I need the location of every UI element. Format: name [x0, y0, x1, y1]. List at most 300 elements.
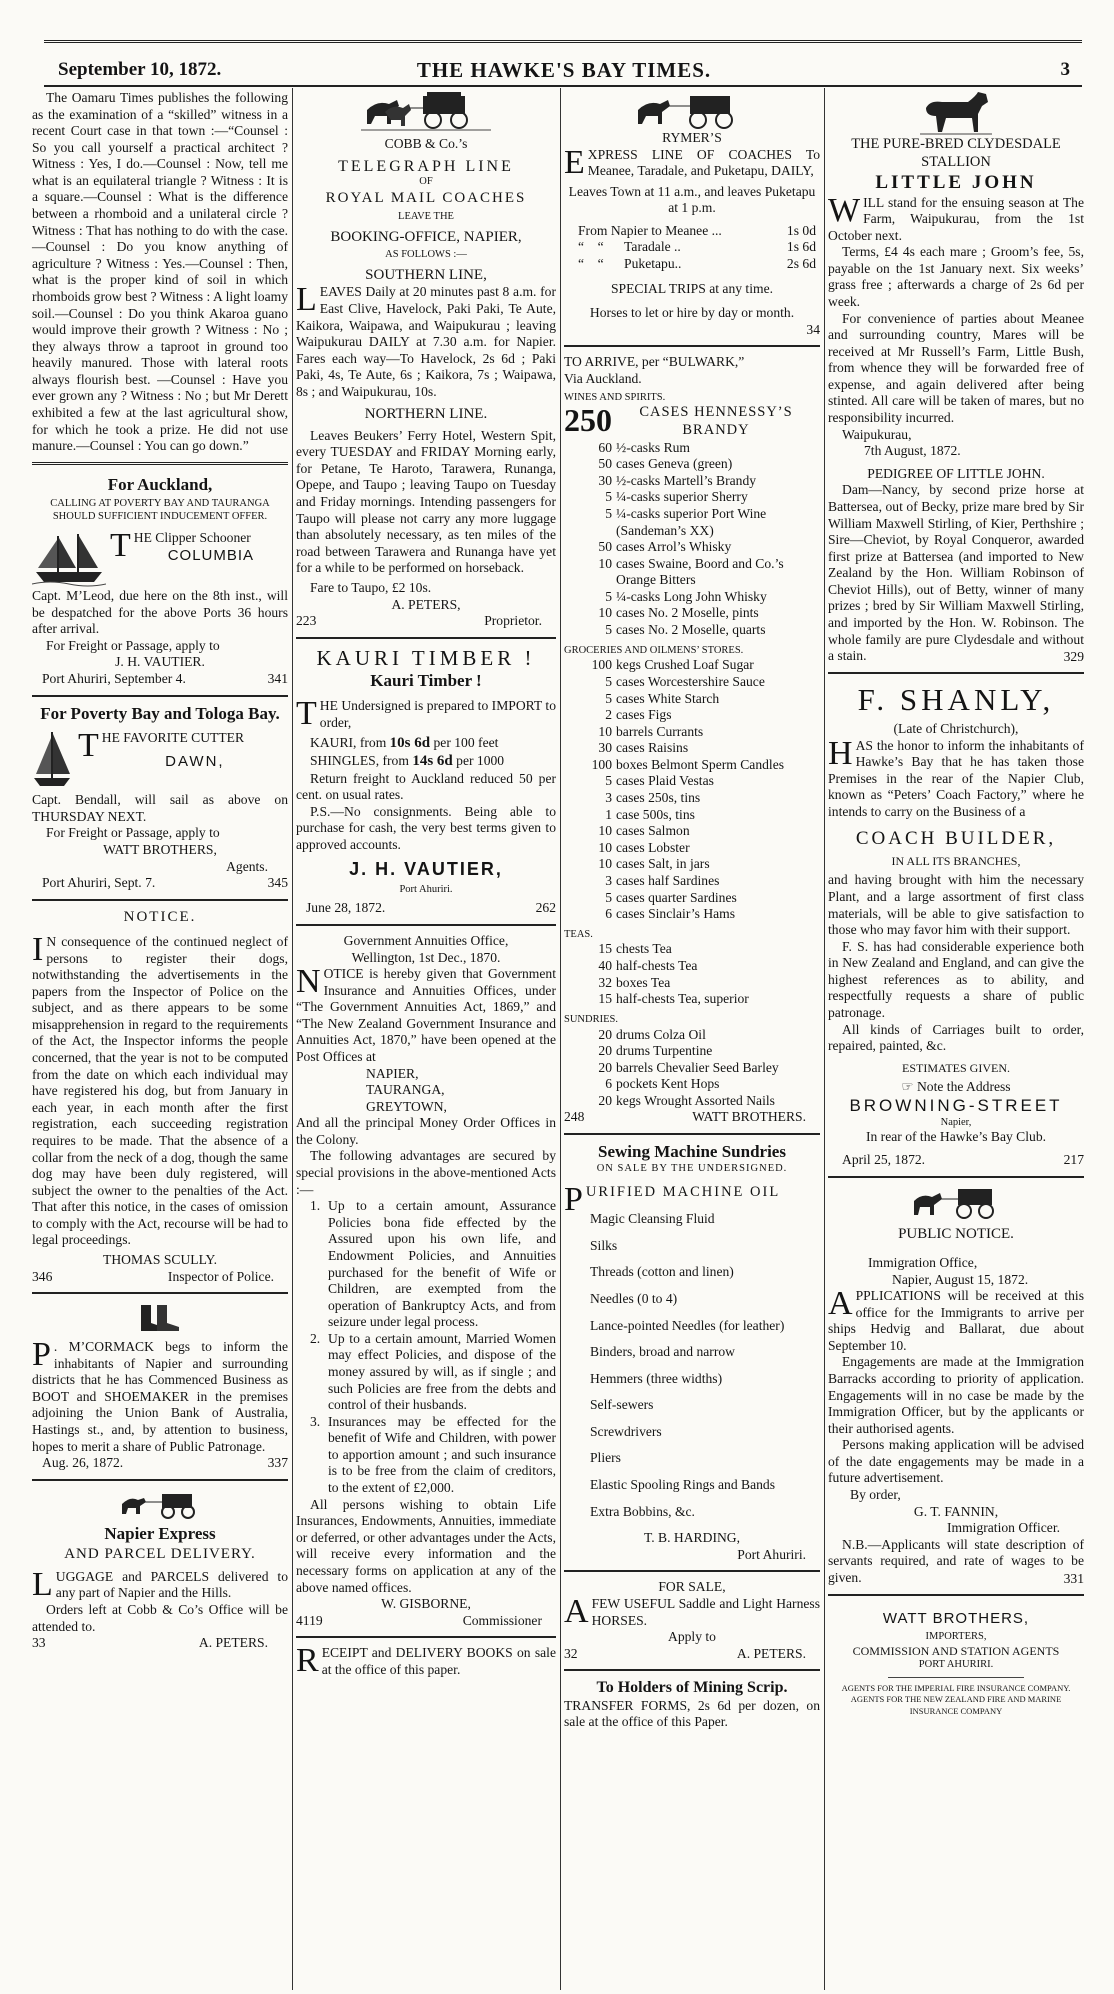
advert-number: 341: [267, 670, 288, 686]
list-item: [564, 890, 820, 907]
list-item: [564, 807, 820, 824]
item-description: cases half Sardines: [616, 872, 720, 888]
kauri-sub: Kauri Timber !: [370, 671, 482, 691]
agent-name: J. H. VAUTIER.: [115, 654, 205, 670]
item-description: ¼-casks Long John Whisky: [616, 588, 767, 604]
item-quantity: 30: [598, 740, 612, 756]
advert-number: 217: [1063, 1152, 1084, 1168]
cobb-advert: [296, 90, 556, 630]
list-item: [564, 456, 820, 473]
brandy-title: CASES HENNESSY’S BRANDY: [639, 404, 793, 438]
item-description: pockets Kent Hops: [616, 1076, 720, 1092]
shanly-napier: Napier,: [940, 1116, 972, 1128]
agent-name: WATT BROTHERS,: [103, 841, 217, 857]
item-quantity: 10: [598, 823, 612, 839]
advert-date: April 25, 1872.: [842, 1152, 926, 1168]
advert-number: 4119: [296, 1612, 323, 1628]
kauri-price: 10s 6d: [389, 735, 431, 752]
browning-street: BROWNING-STREET: [849, 1095, 1063, 1115]
town-greytown: GREYTOWN,: [366, 1098, 447, 1114]
list-item: [564, 823, 820, 840]
notice-body: N consequence of the continued neglect of persons to register their dogs, notwithstanding the advertisements in the papers from the Inspector of Police on the subject, and as there appears to be some misapprehension in regard to the requirements of the Act, the Inspector informs the people concerned, that the year is not to be computed from the date on which each individual may have registered his dog, but from January in each year, in each month after the first registration, each succeeding registration requires to be made. That the absence of a collar from the neck of a dog, though the same dog may have been duly registered, will subject the owner to the penalties of the Act. That after this notice, in the cases of omission to comply with the Act, recourse will be had to legal proceedings.: [32, 934, 288, 1248]
watt-agents-1: AGENTS FOR THE IMPERIAL FIRE INSURANCE COMPANY.: [841, 1682, 1071, 1693]
item-description: drums Colza Oil: [616, 1026, 706, 1042]
fare-price: 1s 6d: [786, 239, 816, 255]
sewing-item: Pliers: [590, 1450, 621, 1466]
southern-line-body: EAVES Daily at 20 minutes past 8 a.m. for East Clive, Havelock, Paki Paki, Te Aute, Kaikora, Waipawa, and Waipukurau ; leaving Waipukurau DAILY at 7.30 a.m. for Napier. Fares each way—To Havelock, 2s 6d ; Paki Paki, 4s, Te Aute, 6s ; Kaikora, 7s ; Waipawa, 8s ; and Waipukurau, 10s.: [296, 284, 556, 399]
napier-express-advert: [32, 1488, 288, 1652]
item-quantity: 1: [605, 806, 612, 822]
item-quantity: 5: [605, 889, 612, 905]
groceries-list: [564, 657, 820, 922]
poverty-body: Capt. Bendall, will sail as above on THURSDAY NEXT.: [32, 792, 288, 824]
list-item: [564, 757, 820, 774]
item-quantity: 10: [598, 605, 612, 621]
item-quantity: 100: [591, 657, 612, 673]
drop-cap: T: [296, 695, 317, 732]
list-item: [564, 556, 820, 589]
stallion-heading: THE PURE-BRED CLYDESDALE STALLION: [851, 136, 1061, 170]
watt-brothers-advert: [828, 1610, 1084, 1718]
section-rule: [32, 462, 288, 465]
advert-number: 262: [535, 900, 556, 916]
list-item: [564, 440, 820, 457]
advert-date: June 28, 1872.: [306, 900, 386, 916]
section-rule: [296, 924, 556, 926]
item-description: chests Tea: [616, 941, 672, 957]
wines-heading: WINES AND SPIRITS.: [564, 391, 666, 403]
advert-number: 345: [267, 875, 288, 891]
mcormack-body: . M’CORMACK begs to inform the inhabitants of Napier and surrounding districts that he has Commenced Business as BOOT and SHOEMAKER in the premises adjoining the Union Bank of Australia, Hastings st., and, by attention to business, hopes to merit a share of Public Patronage.: [32, 1339, 288, 1454]
express-orders: Orders left at Cobb & Co’s Office will be attended to.: [32, 1601, 288, 1634]
drop-cap: A: [564, 1592, 589, 1630]
boot-icon: [135, 1301, 185, 1335]
section-rule: [564, 1570, 820, 1572]
town-napier: NAPIER,: [366, 1065, 419, 1081]
apply-to: Apply to: [668, 1629, 716, 1645]
fare-route: “ “ Taradale ..: [578, 239, 681, 255]
item-quantity: 60: [598, 439, 612, 455]
poverty-line: HE FAVORITE CUTTER: [101, 730, 245, 746]
shanly-experience: F. S. has had considerable experience both in New Zealand and England, and can give the highest references as to ability, and respectfully requests a share of public patronage.: [828, 938, 1084, 1021]
for-sale-advert: [564, 1579, 820, 1662]
stallion-advert: [828, 90, 1084, 665]
list-item: [564, 856, 820, 873]
northern-line-body: Leaves Beukers’ Ferry Hotel, Western Spit, every TUESDAY and FRIDAY Morning early, for Petane, Te Haroto, Tarawera, Runanga, Opepe, and Taupo ; leaving Taupo on Tuesday and Friday mornings. Intending passengers for Taupo will please not carry any more luggage than absolutely necessary, as ten miles of the road between Tarawera and Runanga have yet for a while to be performed on horseback.: [296, 427, 556, 576]
short-rule: [888, 1677, 1024, 1678]
nb-note: N.B.—Applicants will state description of servants required, and rate of wages to be given.: [828, 1536, 1084, 1585]
newspaper-title: THE HAWKE'S BAY TIMES.: [416, 58, 712, 82]
list-item: [564, 906, 820, 923]
column-3: [564, 90, 820, 1990]
cobb-office: BOOKING-OFFICE, NAPIER,: [330, 228, 522, 245]
item-quantity: 20: [598, 1026, 612, 1042]
sewing-head: URIFIED MACHINE OIL: [585, 1183, 781, 1200]
cobb-mail: ROYAL MAIL COACHES: [325, 189, 527, 206]
list-item: [564, 1043, 820, 1060]
item-description: cases 250s, tins: [616, 790, 701, 806]
list-item: [564, 506, 820, 539]
watt-importers: IMPORTERS,: [925, 1631, 987, 1643]
by-order: By order,: [850, 1487, 901, 1503]
item-description: ½-casks Rum: [616, 439, 691, 455]
auckland-sub: CALLING AT POVERTY BAY AND TAURANGA SHOULD SUFFICIENT INDUCEMENT OFFER.: [50, 498, 270, 523]
annuity-closing: All persons wishing to obtain Life Insurances, Endowments, Annuities, immediate or deferred, or other advantages under the Acts, will receive every information and the necessary forms on application at any of the above named offices.: [296, 1496, 556, 1595]
annuity-all-offices: And all the principal Money Order Offices in the Colony.: [296, 1115, 556, 1147]
rymer-title: RYMER’S: [662, 130, 722, 145]
drop-cap: E: [564, 143, 585, 181]
item-quantity: 5: [605, 690, 612, 706]
auckland-body: Capt. M’Leod, due here on the 8th inst., will be despatched for the above Ports 36 hours after arrival.: [32, 588, 288, 637]
cobb-name: COBB & Co.’s: [384, 136, 468, 151]
kauri-place: Port Ahuriri.: [399, 883, 453, 895]
list-item: [564, 790, 820, 807]
list-item: [564, 991, 820, 1008]
sewing-item: Threads (cotton and linen): [590, 1264, 734, 1280]
receipt-advert: [296, 1642, 556, 1680]
signatory: A. PETERS.: [198, 1635, 268, 1651]
item-quantity: 5: [605, 489, 612, 505]
list-item: [564, 740, 820, 757]
item-description: half-chests Tea, superior: [616, 991, 749, 1007]
auckland-advert: [32, 475, 288, 688]
item-description: barrels Chevalier Seed Barley: [616, 1059, 779, 1075]
item-quantity: 40: [598, 958, 612, 974]
drop-cap: H: [828, 734, 853, 772]
list-item: [564, 1060, 820, 1077]
bulwark-advert: [564, 354, 820, 1126]
item-description: cases Plaid Vestas: [616, 773, 714, 789]
item-description: barrels Currants: [616, 723, 704, 739]
sewing-sub: ON SALE BY THE UNDERSIGNED.: [596, 1162, 788, 1174]
signatory-role: Proprietor.: [484, 613, 542, 629]
receipt-body: ECEIPT and DELIVERY BOOKS on sale at the office of this paper.: [321, 1645, 556, 1677]
column-divider: [824, 88, 825, 1990]
signatory: A. PETERS.: [736, 1645, 806, 1661]
list-item: [564, 1076, 820, 1093]
northern-line-title: NORTHERN LINE.: [364, 406, 488, 423]
kauri-body: HE Undersigned is prepared to IMPORT to order,: [319, 698, 556, 730]
drop-cap: P: [564, 1180, 583, 1218]
advert-number: 329: [1063, 648, 1084, 664]
advert-number: 346: [32, 1268, 53, 1284]
notice-title: NOTICE.: [123, 908, 197, 925]
place-date: Port Ahuriri, Sept. 7.: [42, 875, 156, 891]
item-description: cases Swaine, Boord and Co.’s Orange Bitters: [616, 555, 784, 588]
item-quantity: 6: [605, 906, 612, 922]
issue-date: September 10, 1872.: [58, 59, 222, 80]
item-quantity: 2: [605, 707, 612, 723]
stallion-place: Waipukurau,: [842, 426, 912, 442]
item-description: boxes Tea: [616, 974, 671, 990]
signatory-role: Commissioner: [462, 1612, 542, 1628]
signatory: WATT BROTHERS.: [692, 1109, 806, 1125]
immigration-office: Immigration Office,: [868, 1254, 978, 1270]
list-item: [564, 1027, 820, 1044]
sewing-item: Binders, broad and narrow: [590, 1344, 735, 1360]
section-rule: [32, 1292, 288, 1294]
sewing-item: Self-sewers: [590, 1397, 654, 1413]
public-notice-title: PUBLIC NOTICE.: [898, 1225, 1014, 1242]
mining-title: To Holders of Mining Scrip.: [596, 1679, 788, 1697]
section-rule: [296, 1636, 556, 1638]
town-tauranga: TAURANGA,: [366, 1082, 445, 1098]
drop-cap: P: [32, 1336, 51, 1374]
mcormack-advert: [32, 1301, 288, 1472]
sewing-item: Needles (0 to 4): [590, 1291, 678, 1306]
section-rule: [564, 345, 820, 347]
list-item: [564, 539, 820, 556]
item-description: cases Raisins: [616, 740, 689, 756]
section-rule: [32, 695, 288, 697]
sewing-item: Elastic Spooling Rings and Bands: [590, 1477, 776, 1493]
item-quantity: 30: [598, 472, 612, 488]
kauri-unit: per 100 feet: [430, 735, 499, 751]
item-description: half-chests Tea: [616, 958, 698, 974]
advert-number: 32: [564, 1645, 578, 1661]
list-item: [564, 605, 820, 622]
watt-agents-2: AGENTS FOR THE NEW ZEALAND FIRE AND MARINE INSURANCE COMPANY: [850, 1694, 1062, 1717]
section-rule: [828, 1176, 1084, 1178]
item-description: cases Worcestershire Sauce: [616, 674, 765, 689]
freight-line: For Freight or Passage, apply to: [46, 637, 220, 653]
list-item: [564, 975, 820, 992]
list-item: [564, 657, 820, 674]
column-2: [296, 90, 556, 1990]
item-quantity: 20: [598, 1092, 612, 1108]
item-description: drums Turpentine: [616, 1043, 713, 1059]
estimates-given: ESTIMATES GIVEN.: [902, 1060, 1010, 1075]
schooner-icon: [32, 530, 106, 588]
immigration-date: Napier, August 15, 1872.: [892, 1271, 1029, 1287]
annuity-body: OTICE is hereby given that Government Insurance and Annuities Offices, under “The Government Annuities Act, 1869,” and “The New Zealand Government Insurance and Annuities Act, 1870,” have been opened at the Post Offices at: [296, 966, 556, 1065]
auckland-line: HE Clipper Schooner: [133, 530, 251, 546]
kauri-title: KAURI TIMBER !: [316, 645, 536, 670]
rymer-times: Leaves Town at 11 a.m., and leaves Puketapu at 1 p.m.: [568, 183, 816, 216]
shanly-name: F. SHANLY,: [857, 682, 1055, 718]
signatory: W. GISBORNE,: [381, 1596, 471, 1612]
horses-to-let: Horses to let or hire by day or month.: [589, 305, 795, 321]
item-description: case 500s, tins: [616, 806, 695, 822]
public-notice: [828, 1185, 1084, 1587]
shanly-body: AS the honor to inform the inhabitants of Hawke’s Bay that he has taken those Premises in the rear of the Napier Club, known as “Peters’ Coach Factory,” where he intends to carry on the Business of a: [828, 737, 1084, 820]
list-item: [564, 958, 820, 975]
page-number: 3: [1060, 59, 1070, 80]
cutter-icon: [32, 730, 72, 792]
watt-port: PORT AHURIRI.: [918, 1658, 994, 1670]
advert-number: 34: [806, 321, 820, 337]
teas-list: [564, 941, 820, 1007]
shanly-rear: In rear of the Hawke’s Bay Club.: [865, 1129, 1047, 1145]
freight-line: For Freight or Passage, apply to: [46, 825, 220, 841]
list-item: [564, 674, 820, 691]
sewing-title: Sewing Machine Sundries: [598, 1142, 786, 1162]
drop-cap: R: [296, 1642, 319, 1680]
for-sale-title: FOR SALE,: [658, 1579, 726, 1595]
list-item: [564, 473, 820, 490]
item-description: ¼-casks superior Port Wine (Sandeman’s XX): [616, 506, 767, 538]
advantage-item: Up to a certain amount, Married Women may effect Policies, and dispose of the money assured by will, as if single ; and such Policies are free from the debts and control of their husbands.: [328, 1330, 556, 1413]
cobb-follows: AS FOLLOWS :—: [385, 249, 467, 261]
signatory: THOMAS SCULLY.: [103, 1252, 217, 1267]
advert-date: Aug. 26, 1872.: [42, 1455, 124, 1471]
coach-builder: COACH BUILDER,: [855, 827, 1057, 849]
item-description: kegs Crushed Loaf Sugar: [616, 657, 754, 673]
drop-cap: N: [296, 963, 321, 1001]
wines-list: [564, 440, 820, 639]
coach-and-horses-icon: [361, 90, 491, 132]
list-item: [564, 707, 820, 724]
stallion-terms: Terms, £4 4s each mare ; Groom’s fee, 5s, payable on the 1st January next. Six weeks’ grass free ; afterwards a charge of 2s 6d per week.: [828, 244, 1084, 310]
section-rule: [564, 1133, 820, 1135]
item-description: cases Geneva (green): [616, 456, 733, 472]
item-quantity: 5: [605, 773, 612, 789]
shingles-unit: per 1000: [452, 753, 505, 769]
rymer-body: XPRESS LINE OF COACHES To Meanee, Taradale, and Puketapu, DAILY,: [587, 146, 820, 179]
section-rule: [828, 1594, 1084, 1596]
watt-commission: COMMISSION AND STATION AGENTS: [852, 1644, 1060, 1659]
item-number: 2.: [310, 1330, 321, 1346]
sewing-item: Silks: [590, 1237, 618, 1253]
shanly-advert: [828, 681, 1084, 1168]
section-rule: [828, 672, 1084, 674]
advantage-item: Up to a certain amount, Assurance Policies bona fide effected by the Assured upon his own life, and Endowment Policies, and Annuities purchased for the benefit of Wife or Children, are exempted from the operation of Bankruptcy Acts, and from seizure under legal process.: [328, 1198, 556, 1330]
signatory: A. PETERS,: [391, 596, 461, 612]
item-quantity: 10: [598, 856, 612, 872]
column-1: [32, 90, 288, 1990]
item-description: cases Lobster: [616, 839, 690, 855]
column-divider: [560, 88, 561, 1990]
auckland-title: For Auckland,: [107, 474, 213, 494]
engagements: Engagements are made at the Immigration Barracks according to priority of application. Engagements will in no case be made by the Immigration Officer, but by the applicants or their authorised agents.: [828, 1354, 1084, 1436]
pedigree-title: PEDIGREE OF LITTLE JOHN.: [867, 465, 1045, 481]
rymer-advert: [564, 90, 820, 338]
masthead: [58, 58, 1070, 82]
sewing-item: Hemmers (three widths): [590, 1370, 723, 1386]
item-description: boxes Belmont Sperm Candles: [616, 756, 785, 772]
place-date: Port Ahuriri, September 4.: [42, 670, 186, 686]
poverty-title: For Poverty Bay and Tologa Bay.: [40, 703, 280, 723]
fare-price: 1s 0d: [786, 222, 816, 238]
all-branches: IN ALL ITS BRANCHES,: [891, 853, 1021, 868]
cobb-leave: LEAVE THE: [398, 211, 454, 223]
mining-body: TRANSFER FORMS, 2s 6d per dozen, on sale at the office of this Paper.: [564, 1697, 820, 1730]
item-quantity: 100: [591, 756, 612, 772]
section-rule: [32, 1479, 288, 1481]
item-description: cases Sinclair’s Hams: [616, 906, 736, 922]
sewing-item: Magic Cleansing Fluid: [590, 1211, 715, 1227]
item-number: 1.: [310, 1198, 321, 1214]
vautier-name: J. H. VAUTIER,: [349, 858, 503, 879]
item-description: cases No. 2 Moselle, quarts: [616, 622, 766, 638]
drop-cap: W: [828, 191, 861, 229]
stallion-convenience: For convenience of parties about Meanee and surrounding country, Mares will be received at Mr Russell’s Farm, Little Bush, from whence they will be forwarded free of expense, and again delivered after being stinted. All care will be taken of mares, but no responsibility incurred.: [828, 310, 1084, 426]
list-item: [564, 724, 820, 741]
persons-applying: Persons making application will be advised of the date engagements may be made in a future advertisement.: [828, 1437, 1084, 1486]
drop-cap: L: [32, 1565, 53, 1603]
mining-scrip-advert: [564, 1678, 820, 1731]
kauri-advert: [296, 646, 556, 917]
horse-icon: [916, 90, 996, 136]
advert-number: 223: [296, 613, 317, 629]
section-rule: [32, 899, 288, 901]
annuity-date: Wellington, 1st Dec., 1870.: [351, 949, 501, 965]
item-quantity: 6: [605, 1076, 612, 1092]
drop-cap: A: [828, 1285, 853, 1323]
item-quantity: 10: [598, 723, 612, 739]
section-rule: [564, 1669, 820, 1671]
item-description: cases Figs: [616, 707, 672, 723]
drop-cap: I: [32, 931, 44, 969]
watt-name: WATT BROTHERS,: [882, 1610, 1030, 1628]
list-item: [564, 873, 820, 890]
kauri-price-label: KAURI, from: [310, 735, 390, 751]
item-description: ½-casks Martell’s Brandy: [616, 472, 757, 488]
sewing-list: [564, 1211, 820, 1520]
bulwark-title: TO ARRIVE, per “BULWARK,”: [564, 354, 745, 370]
item-description: cases White Starch: [616, 690, 720, 706]
drop-cap: T: [78, 727, 99, 765]
list-item: [564, 622, 820, 639]
list-item: [564, 489, 820, 506]
fare-route: “ “ Puketapu..: [578, 256, 682, 272]
cobb-of: OF: [419, 176, 433, 188]
annuity-advantages: The following advantages are secured by special provisions in the above-mentioned Acts :—: [296, 1148, 556, 1197]
advert-number: 33: [32, 1635, 46, 1651]
shanly-carriages: All kinds of Carriages built to order, repaired, painted, &c.: [828, 1021, 1084, 1054]
special-trips: SPECIAL TRIPS at any time.: [611, 280, 773, 296]
signatory-role: Inspector of Police.: [167, 1268, 274, 1284]
list-item: [564, 941, 820, 958]
ship-name: COLUMBIA: [167, 546, 255, 564]
item-quantity: 10: [598, 555, 612, 571]
express-title: Napier Express: [104, 1523, 216, 1543]
poverty-bay-advert: [32, 704, 288, 892]
for-sale-body: FEW USEFUL Saddle and Light Harness HORSES.: [591, 1595, 820, 1628]
item-description: cases quarter Sardines: [616, 889, 737, 905]
item-description: cases Salmon: [616, 823, 690, 839]
advert-number: 337: [267, 1455, 288, 1471]
sewing-advert: [564, 1142, 820, 1563]
annuities-notice: [296, 933, 556, 1629]
list-item: [564, 589, 820, 606]
pedigree-body: Dam—Nancy, by second prize horse at Battersea, out of Becky, prize mare bred by Sir William Maxwell Stirling, of Kier, Perthshire ; Sire—Cheviot, by Royal Conqueror, awarded first prize at Battersea (and imported to New Zealand by the Hon. William Robinson of Cheviot Hills), out of Betty, winner of many prizes ; bred by Sir William Maxwell Stirling, and imported by the Hon. W. Robinson. The whole family are pure Clydesdale and without a stain.: [828, 482, 1084, 664]
list-item: [564, 691, 820, 708]
signatory: G. T. FANNIN,: [913, 1503, 999, 1519]
agents-label: Agents.: [226, 858, 268, 874]
item-description: cases No. 2 Moselle, pints: [616, 605, 759, 621]
sewing-place: Port Ahuriri.: [737, 1546, 806, 1562]
shanly-plant: and having brought with him the necessary Plant, and a large assortment of first class materials, will be able to give satisfaction to those who may favor him with their support.: [828, 872, 1084, 938]
coach-and-horses-icon: [118, 1488, 202, 1520]
kauri-ps: P.S.—No consignments. Being able to purchase for cash, the very best terms given to approved accounts.: [296, 803, 556, 853]
item-quantity: 32: [598, 974, 612, 990]
oamaru-article: The Oamaru Times publishes the following as the examination of a “skilled” witness in a recent Court case in that town :—“Counsel : So you call yourself a practical architect ? Witness : Yes, I do.—Counsel : Now, tell me what is an equilateral triangle ? Witness : It is a square.—Counsel : What is the difference between a rhomboid and a unilateral circle ? Witness : That has nothing to do with the case. —Counsel : Do you know anything of agriculture ? Witness : Yes.—Counsel : Then, what is the proper kind of soil in which rhomboids grow best ? Witness : A light loamy soil.—Counsel : Do you think Akaroa guano would improve their growth ? Witness : No ; they always throw a taproot in ground too heavily manured. Those with lateral roots always flourish best. —Counsel : Have you ever grown any ? Witness : No ; but Mr Derett exhibited a few at the last agricultural show, for which he took a prize. He did not use manure.—Counsel : You can go down.”: [32, 90, 288, 454]
item-quantity: 5: [605, 622, 612, 638]
public-notice-body: PPLICATIONS will be received at this office for the Immigrants to arrive per ships Hedvig and Ballarat, due about September 10.: [828, 1288, 1084, 1353]
sundries-list: [564, 1027, 820, 1110]
column-divider: [292, 88, 293, 1990]
list-item: [564, 1093, 820, 1110]
sewing-item: Lance-pointed Needles (for leather): [590, 1317, 785, 1333]
stallion-name: LITTLE JOHN: [875, 172, 1037, 194]
stallion-body: ILL stand for the ensuing season at The Farm, Waipukurau, from the 1st October next.: [828, 194, 1084, 243]
item-quantity: 15: [598, 941, 612, 957]
sundries-heading: SUNDRIES.: [564, 1013, 618, 1025]
item-quantity: 5: [605, 506, 612, 521]
teas-heading: TEAS.: [564, 928, 593, 940]
pointing-hand-icon: ☞: [901, 1079, 914, 1095]
